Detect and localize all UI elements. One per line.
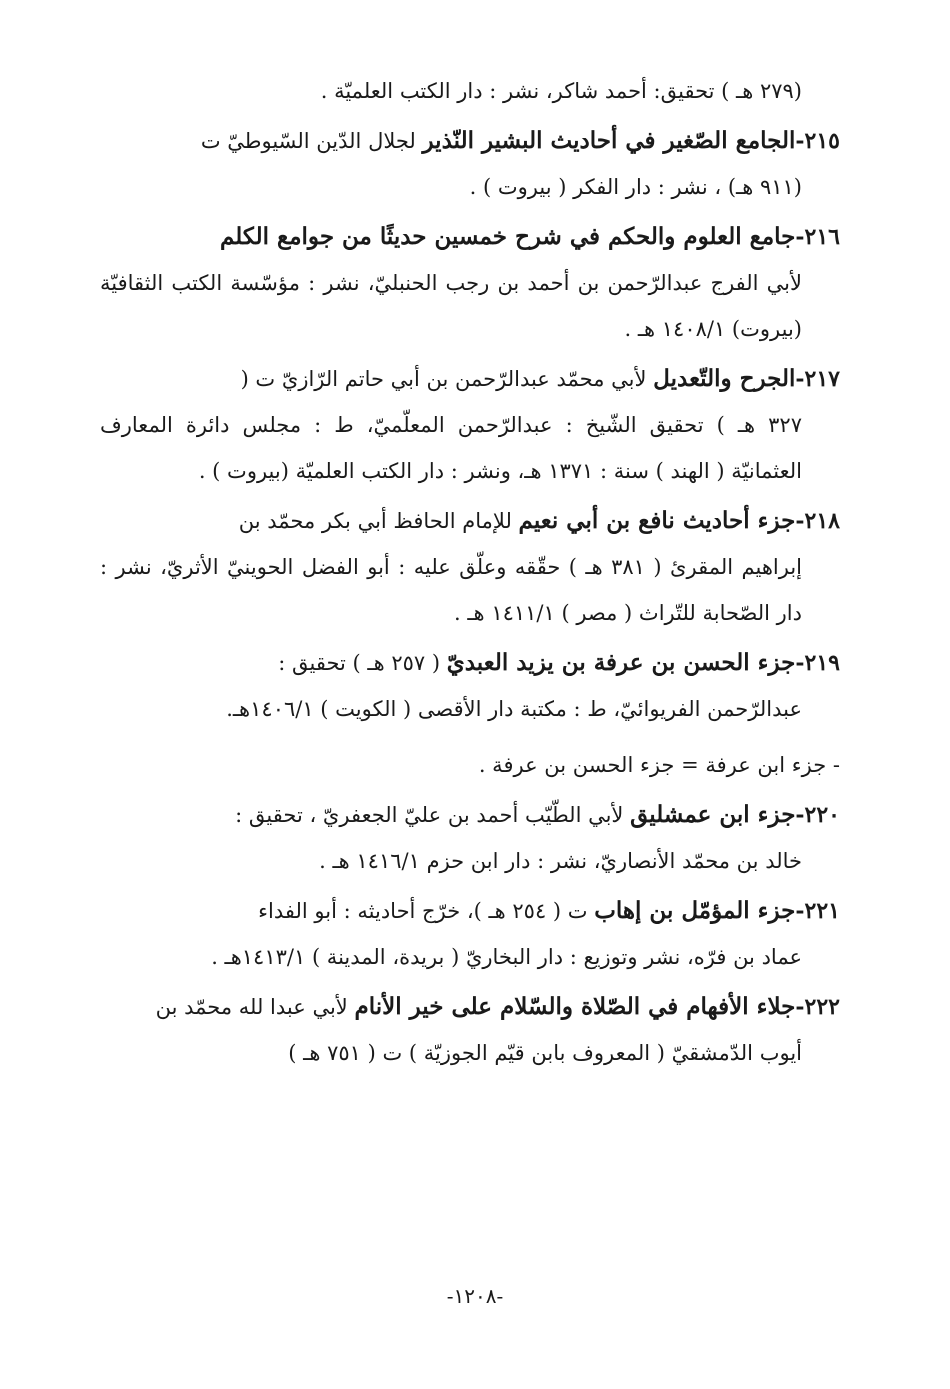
entry-number: ٢٢١- xyxy=(795,898,840,924)
entry-first-line xyxy=(100,984,840,1030)
entry-first-text: للإمام الحافظ أبي بكر محمّد بن xyxy=(238,509,519,533)
entry-continuation-text: عبدالرّحمن الفريوائيّ، ط : مكتبة دار الأقصى ( الكويت ) ١٤٠٦/١هـ. xyxy=(226,697,802,721)
entry-continuation-text: عماد بن فرّه، نشر وتوزيع : دار البخاريّ ( بريدة، المدينة ) ١٤١٣/١هـ . xyxy=(211,945,802,969)
entry-title: جزء المؤمّل بن إهاب xyxy=(594,897,796,924)
entry-title: الجامع الصّغير في أحاديث البشير النّذير xyxy=(422,127,796,154)
entry-continuation-text: أيوب الدّمشقيّ ( المعروف بابن قيّم الجوزيّة ) ت ( ٧٥١ هـ ) xyxy=(288,1041,802,1065)
entry-first-line xyxy=(100,118,840,164)
entry-first-text: ت ( ٢٥٤ هـ )، خرّج أحاديثه : أبو الفداء xyxy=(258,899,595,923)
entry-continuation-text: ٣٢٧ هـ ) تحقيق الشّيخ : عبدالرّحمن المعلّميّ، ط : مجلس دائرة المعارف العثمانيّة ( الهند ) سنة : ١٣٧١ هـ، ونشر : دار الكتب العلميّة (بيروت ) . xyxy=(100,413,802,483)
entry-title: الجرح والتّعديل xyxy=(653,365,796,392)
entry-continuation xyxy=(100,68,840,114)
entry-continuation-text: خالد بن محمّد الأنصاريّ، نشر : دار ابن حزم ١٤١٦/١ هـ . xyxy=(319,849,802,873)
cross-reference-note xyxy=(100,742,840,788)
entry-title: جامع العلوم والحكم في شرح خمسين حديثًا من جوامع الكلم xyxy=(219,223,796,250)
entry-number: ٢١٧- xyxy=(795,366,840,392)
entry-continuation-text: (٢٧٩ هـ ) تحقيق: أحمد شاكر، نشر : دار الكتب العلميّة . xyxy=(320,79,802,103)
entry-first-text: لأبي عبدا لله محمّد بن xyxy=(155,995,355,1019)
entry-number: ٢١٩- xyxy=(795,650,840,676)
entry-222 xyxy=(100,984,840,1076)
entry-title: جزء أحاديث نافع بن أبي نعيم xyxy=(518,507,796,534)
entry-number: ٢٢٠- xyxy=(795,802,840,828)
page-body xyxy=(100,68,840,1080)
cross-reference-text: - جزء ابن عرفة = جزء الحسن بن عرفة . xyxy=(478,753,840,777)
entry-first-line xyxy=(100,792,840,838)
entry-first-line xyxy=(100,214,840,260)
entry-220 xyxy=(100,792,840,884)
entry-number: ٢٢٢- xyxy=(795,994,840,1020)
entry-title: جزء الحسن بن عرفة بن يزيد العبديّ xyxy=(446,649,796,676)
entry-215 xyxy=(100,118,840,210)
entry-number: ٢١٥- xyxy=(795,128,840,154)
entry-first-text: لجلال الدّين السّيوطيّ ت xyxy=(200,129,423,153)
entry-continuation-text: إبراهيم المقرئ ( ٣٨١ هـ ) حقّقه وعلّق عليه : أبو الفضل الحوينيّ الأثريّ، نشر : دار الصّحابة للتّراث ( مصر ) ١٤١١/١ هـ . xyxy=(100,555,802,625)
entry-219 xyxy=(100,640,840,732)
entry-continuation-text: لأبي الفرج عبدالرّحمن بن أحمد بن رجب الحنبليّ، نشر : مؤسّسة الكتب الثقافيّة (بيروت) ١٤٠٨/١ هـ . xyxy=(100,271,802,341)
entry-number: ٢١٦- xyxy=(795,224,840,250)
entry-first-line xyxy=(100,498,840,544)
entry-first-line xyxy=(100,640,840,686)
entry-216 xyxy=(100,214,840,352)
entry-first-line xyxy=(100,356,840,402)
page-number: -١٢٠٨- xyxy=(446,1284,504,1308)
entry-title: جزء ابن عمشليق xyxy=(630,801,796,828)
entry-title: جلاء الأفهام في الصّلاة والسّلام على خير الأنام xyxy=(354,993,796,1020)
entry-continuation-text: (٩١١ هـ) ، نشر : دار الفكر ( بيروت ) . xyxy=(469,175,802,199)
entry-217 xyxy=(100,356,840,494)
entry-first-text: ( ٢٥٧ هـ ) تحقيق : xyxy=(278,651,447,675)
entry-first-text: لأبي محمّد عبدالرّحمن بن أبي حاتم الرّازيّ ت ( xyxy=(240,367,654,391)
entry-number: ٢١٨- xyxy=(795,508,840,534)
entry-218 xyxy=(100,498,840,636)
entry-first-line xyxy=(100,888,840,934)
entry-first-text: لأبي الطّيّب أحمد بن عليّ الجعفريّ ، تحقيق : xyxy=(235,803,631,827)
entry-221 xyxy=(100,888,840,980)
